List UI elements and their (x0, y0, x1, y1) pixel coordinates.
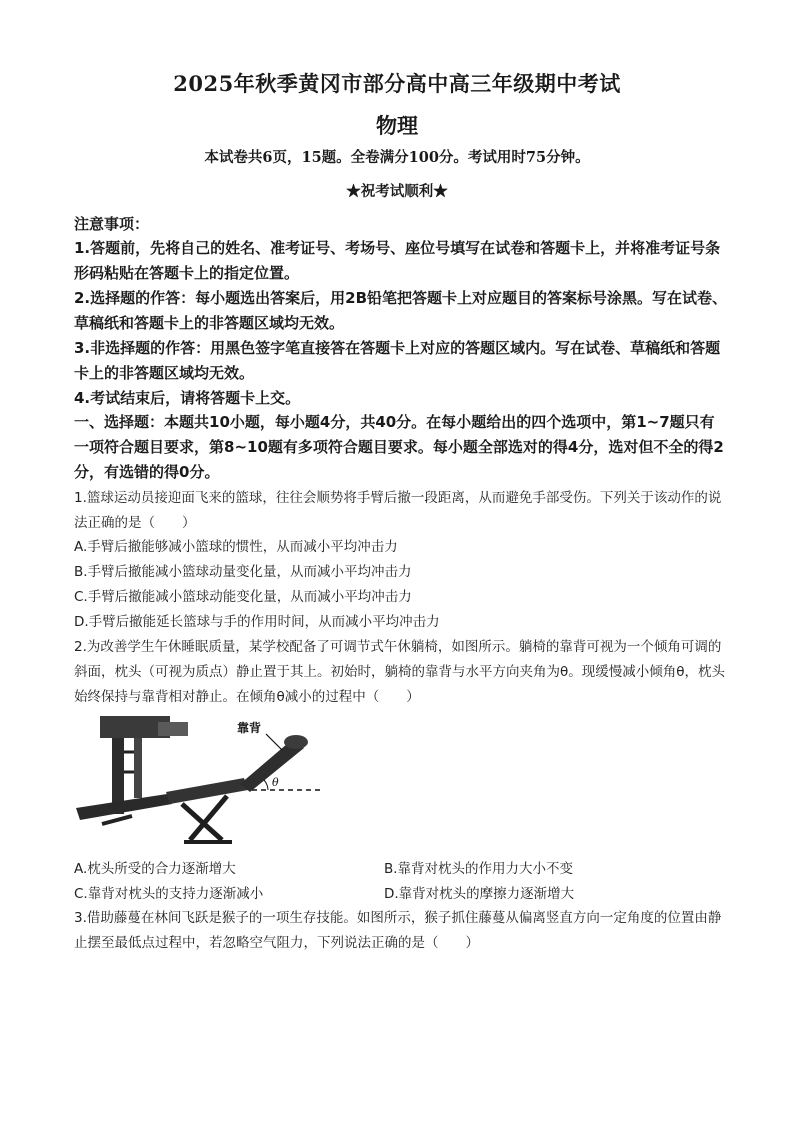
q2-option-d: D.靠背对枕头的摩擦力逐渐增大 (384, 886, 575, 902)
q2-stem: 2.为改善学生午休睡眠质量，某学校配备了可调节式午休躺椅，如图所示。躺椅的靠背可视为一个倾角可调的斜面，枕头（可视为质点）静止置于其上。初始时，躺椅的靠背与水平方向夹角为θ。现缓慢减小倾角θ，枕头始终保持与靠背相对静止。在倾角θ减小的过程中（ ） (74, 639, 726, 705)
angle-label: θ (272, 776, 279, 789)
chair-seat (166, 778, 248, 804)
backrest-label: 靠背 (237, 721, 262, 735)
q1-stem: 1.篮球运动员接迎面飞来的篮球，往往会顺势将手臂后撤一段距离，从而避免手部受伤。下列关于该动作的说法正确的是（ ） (74, 490, 722, 531)
section1-intro: 一、选择题：本题共10小题，每小题4分，共40分。在每小题给出的四个选项中，第1~7题只有一项符合题目要求，第8~10题有多项符合题目要求。每小题全部选对的得4分，选对但不全的得2分，有选错的得0分。 (74, 413, 724, 481)
q1-option-c: C.手臂后撤能减小篮球动能变化量，从而减小平均冲击力 (74, 589, 412, 605)
notice-item-1: 1.答题前，先将自己的姓名、准考证号、考场号、座位号填写在试卷和答题卡上，并将准考证号条形码粘贴在答题卡上的指定位置。 (74, 239, 721, 282)
notice-item-3: 3.非选择题的作答：用黑色签字笔直接答在答题卡上对应的答题区域内。写在试卷、草稿纸和答题卡上的非答题区域均无效。 (74, 339, 721, 382)
q1-option-b: B.手臂后撤能减小篮球动量变化量，从而减小平均冲击力 (74, 564, 412, 580)
q2-option-c: C.靠背对枕头的支持力逐渐减小 (74, 886, 264, 902)
q3-stem: 3.借助藤蔓在林间飞跃是猴子的一项生存技能。如图所示，猴子抓住藤蔓从偏离竖直方向一定角度的位置由静止摆至最低点过程中，若忽略空气阻力，下列说法正确的是（ ） (74, 910, 722, 951)
exam-title: 2025年秋季黄冈市部分高中高三年级期中考试 (173, 71, 621, 96)
q2-option-a: A.枕头所受的合力逐渐增大 (74, 861, 236, 877)
notice-item-4: 4.考试结束后，请将答题卡上交。 (74, 389, 301, 407)
pillow (284, 735, 308, 749)
subject-title: 物理 (376, 113, 418, 138)
q1-option-a: A.手臂后撤能够减小篮球的惯性，从而减小平均冲击力 (74, 539, 398, 555)
notice-heading: 注意事项： (74, 215, 150, 233)
q2-option-b: B.靠背对枕头的作用力大小不变 (384, 861, 574, 877)
notice-item-2: 2.选择题的作答：每小题选出答案后，用2B铅笔把答题卡上对应题目的答案标号涂黑。写在试卷、草稿纸和答题卡上的非答题区域均无效。 (74, 289, 728, 332)
exam-info: 本试卷共6页，15题。全卷满分100分。考试用时75分钟。 (204, 149, 590, 166)
blessing-line: ★祝考试顺利★ (346, 183, 448, 200)
recliner-figure (72, 712, 322, 852)
q1-option-d: D.手臂后撤能延长篮球与手的作用时间，从而减小平均冲击力 (74, 614, 440, 630)
